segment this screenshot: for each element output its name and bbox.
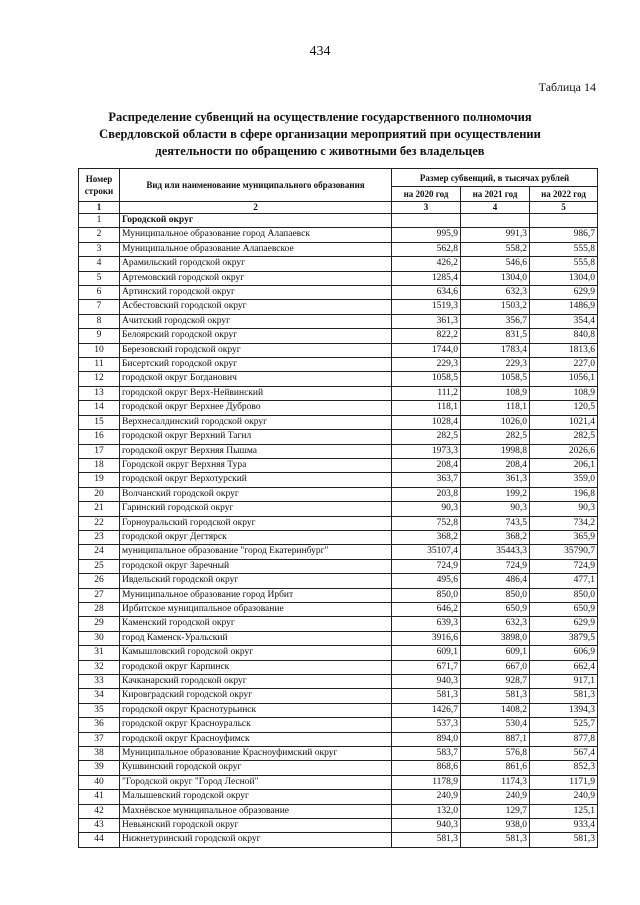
value-2021: 743,5 [461,516,530,530]
row-number: 26 [79,574,120,588]
value-2021: 724,9 [461,559,530,573]
value-2021: 938,0 [461,819,530,833]
value-2022: 1171,9 [530,775,598,789]
table-body [79,214,598,848]
table-row [79,660,598,674]
table-row [79,415,598,429]
value-2022 [530,214,598,228]
table-row [79,401,598,415]
value-2021: 546,6 [461,257,530,271]
municipality-name: Арамильский городской округ [120,257,392,271]
row-number: 40 [79,775,120,789]
municipality-name: Качканарский городской округ [120,675,392,689]
row-number: 32 [79,660,120,674]
value-2020: 581,3 [392,689,461,703]
table-row [79,747,598,761]
value-2022: 877,8 [530,732,598,746]
row-number: 38 [79,747,120,761]
row-number: 44 [79,833,120,847]
value-2021: 632,3 [461,286,530,300]
row-number: 42 [79,804,120,818]
row-number: 3 [79,242,120,256]
value-2021: 530,4 [461,718,530,732]
row-number: 12 [79,372,120,386]
municipality-name: Городской округ Верхняя Тура [120,458,392,472]
value-2021: 1503,2 [461,300,530,314]
table-row [79,257,598,271]
column-number: 4 [461,202,530,214]
value-2020: 90,3 [392,502,461,516]
row-number: 17 [79,444,120,458]
value-2021: 861,6 [461,761,530,775]
value-2020: 634,6 [392,286,461,300]
title-line: Свердловской области в сфере организации мероприятий при осуществлении [99,127,541,141]
row-number: 34 [79,689,120,703]
row-number: 43 [79,819,120,833]
value-2022: 525,7 [530,718,598,732]
value-2021 [461,214,530,228]
value-2020: 940,3 [392,675,461,689]
municipality-name: городской округ Верхняя Пышма [120,444,392,458]
municipality-name: Волчанский городской округ [120,487,392,501]
value-2021: 609,1 [461,646,530,660]
header-year-2020: на 2020 год [392,187,461,202]
municipality-name: Гаринский городской округ [120,502,392,516]
value-2020: 1744,0 [392,343,461,357]
table-row [79,732,598,746]
municipality-name: городской округ Верхнее Дуброво [120,401,392,415]
column-number: 2 [120,202,392,214]
value-2020: 495,6 [392,574,461,588]
value-2022: 986,7 [530,228,598,242]
municipality-name: Кировградский городской округ [120,689,392,703]
table-row [79,458,598,472]
table-row [79,689,598,703]
municipality-name: Ивдельский городской округ [120,574,392,588]
value-2022: 629,9 [530,617,598,631]
row-number: 2 [79,228,120,242]
row-number: 6 [79,286,120,300]
value-2020: 363,7 [392,473,461,487]
document-title [40,109,600,160]
header-row-number: Номер строки [79,169,120,202]
value-2021: 632,3 [461,617,530,631]
value-2020: 537,3 [392,718,461,732]
row-number: 5 [79,271,120,285]
municipality-name: Артемовский городской округ [120,271,392,285]
value-2020: 822,2 [392,329,461,343]
value-2022: 734,2 [530,516,598,530]
municipality-name: городской округ Красноуральск [120,718,392,732]
municipality-name: городской округ Верх-Нейвинский [120,386,392,400]
table-row [79,430,598,444]
municipality-name: Муниципальное образование Красноуфимский округ [120,747,392,761]
municipality-name: городской округ Краснотурьинск [120,703,392,717]
value-2022: 477,1 [530,574,598,588]
value-2022: 282,5 [530,430,598,444]
value-2022: 555,8 [530,242,598,256]
row-number: 22 [79,516,120,530]
value-2021: 850,0 [461,588,530,602]
row-number: 9 [79,329,120,343]
value-2022: 650,9 [530,602,598,616]
municipality-name: Кушвинский городской округ [120,761,392,775]
municipality-name: городской округ Карпинск [120,660,392,674]
value-2021: 576,8 [461,747,530,761]
header-year-2022: на 2022 год [530,187,598,202]
table-row [79,761,598,775]
table-row [79,530,598,544]
table-row [79,444,598,458]
value-2021: 887,1 [461,732,530,746]
row-number: 39 [79,761,120,775]
municipality-name: Городской округ [120,214,392,228]
row-number: 31 [79,646,120,660]
value-2022: 567,4 [530,747,598,761]
value-2022: 1486,9 [530,300,598,314]
group-row [79,214,598,228]
value-2021: 282,5 [461,430,530,444]
table-row [79,372,598,386]
table-row [79,242,598,256]
value-2020 [392,214,461,228]
municipality-name: Муниципальное образование город Алапаевск [120,228,392,242]
row-number: 21 [79,502,120,516]
value-2021: 928,7 [461,675,530,689]
value-2022: 1813,6 [530,343,598,357]
value-2020: 132,0 [392,804,461,818]
column-number: 1 [79,202,120,214]
value-2020: 240,9 [392,790,461,804]
table-row [79,358,598,372]
column-number: 5 [530,202,598,214]
value-2020: 724,9 [392,559,461,573]
table-row [79,775,598,789]
row-number: 15 [79,415,120,429]
value-2022: 206,1 [530,458,598,472]
value-2020: 111,2 [392,386,461,400]
value-2021: 1026,0 [461,415,530,429]
table-row [79,718,598,732]
municipality-name: Горноуральский городской округ [120,516,392,530]
row-number: 13 [79,386,120,400]
municipality-name: Асбестовский городской округ [120,300,392,314]
table-row [79,574,598,588]
row-number: 23 [79,530,120,544]
row-number: 27 [79,588,120,602]
value-2022: 365,9 [530,530,598,544]
value-2022: 724,9 [530,559,598,573]
municipality-name: Нижнетуринский городской округ [120,833,392,847]
value-2020: 671,7 [392,660,461,674]
row-number: 11 [79,358,120,372]
row-number: 10 [79,343,120,357]
subventions-table [78,168,598,848]
row-number: 19 [79,473,120,487]
row-number: 41 [79,790,120,804]
value-2020: 894,0 [392,732,461,746]
page-number: 434 [309,44,331,59]
municipality-name: Каменский городской округ [120,617,392,631]
value-2021: 118,1 [461,401,530,415]
table-row [79,271,598,285]
value-2022: 581,3 [530,689,598,703]
value-2022: 581,3 [530,833,598,847]
municipality-name: Белоярский городской округ [120,329,392,343]
table-row [79,329,598,343]
row-number: 14 [79,401,120,415]
value-2022: 227,0 [530,358,598,372]
municipality-name: Махнёвское муниципальное образование [120,804,392,818]
row-number: 36 [79,718,120,732]
table-row [79,228,598,242]
value-2021: 35443,3 [461,545,530,559]
municipality-name: Муниципальное образование город Ирбит [120,588,392,602]
value-2020: 1973,3 [392,444,461,458]
value-2021: 129,7 [461,804,530,818]
value-2021: 650,9 [461,602,530,616]
municipality-name: городской округ Дегтярск [120,530,392,544]
value-2020: 995,9 [392,228,461,242]
value-2021: 361,3 [461,473,530,487]
table-row [79,286,598,300]
table-row [79,343,598,357]
value-2022: 555,8 [530,257,598,271]
table-row [79,790,598,804]
table-row [79,819,598,833]
row-number: 20 [79,487,120,501]
value-2022: 1056,1 [530,372,598,386]
row-number: 18 [79,458,120,472]
value-2020: 868,6 [392,761,461,775]
value-2021: 3898,0 [461,631,530,645]
row-number: 30 [79,631,120,645]
value-2022: 90,3 [530,502,598,516]
row-number: 7 [79,300,120,314]
value-2022: 120,5 [530,401,598,415]
value-2020: 208,4 [392,458,461,472]
table-row [79,703,598,717]
value-2022: 2026,6 [530,444,598,458]
value-2022: 662,4 [530,660,598,674]
municipality-name: Бисертский городской округ [120,358,392,372]
value-2020: 1426,7 [392,703,461,717]
value-2022: 852,3 [530,761,598,775]
municipality-name: Верхнесалдинский городской округ [120,415,392,429]
value-2022: 3879,5 [530,631,598,645]
table-row [79,631,598,645]
value-2022: 196,8 [530,487,598,501]
row-number: 37 [79,732,120,746]
value-2021: 581,3 [461,689,530,703]
municipality-name: Малышевский городской округ [120,790,392,804]
table-row [79,473,598,487]
value-2020: 562,8 [392,242,461,256]
municipality-name: городской округ Верхний Тагил [120,430,392,444]
value-2022: 359,0 [530,473,598,487]
value-2021: 486,4 [461,574,530,588]
row-number: 1 [79,214,120,228]
value-2020: 1519,3 [392,300,461,314]
value-2022: 1021,4 [530,415,598,429]
value-2021: 831,5 [461,329,530,343]
municipality-name: "Городской округ "Город Лесной" [120,775,392,789]
title-line: деятельности по обращению с животными без владельцев [155,144,485,158]
header-amount: Размер субвенций, в тысячах рублей [392,169,598,187]
table-row [79,559,598,573]
value-2020: 229,3 [392,358,461,372]
value-2021: 1174,3 [461,775,530,789]
table-row [79,833,598,847]
value-2022: 1304,0 [530,271,598,285]
row-number: 8 [79,314,120,328]
value-2020: 35107,4 [392,545,461,559]
value-2022: 35790,7 [530,545,598,559]
row-number: 33 [79,675,120,689]
value-2020: 581,3 [392,833,461,847]
value-2021: 558,2 [461,242,530,256]
value-2021: 1783,4 [461,343,530,357]
value-2022: 606,9 [530,646,598,660]
value-2020: 850,0 [392,588,461,602]
value-2022: 933,4 [530,819,598,833]
row-number: 4 [79,257,120,271]
value-2021: 229,3 [461,358,530,372]
table-row [79,300,598,314]
row-number: 35 [79,703,120,717]
value-2022: 354,4 [530,314,598,328]
value-2022: 125,1 [530,804,598,818]
value-2020: 1058,5 [392,372,461,386]
municipality-name: Камышловский городской округ [120,646,392,660]
value-2020: 1285,4 [392,271,461,285]
value-2021: 1998,8 [461,444,530,458]
value-2021: 90,3 [461,502,530,516]
row-number: 28 [79,602,120,616]
table-row [79,487,598,501]
value-2020: 361,3 [392,314,461,328]
table-row [79,314,598,328]
table-label: Таблица 14 [538,80,596,94]
value-2022: 917,1 [530,675,598,689]
table-row [79,646,598,660]
value-2022: 840,8 [530,329,598,343]
value-2020: 282,5 [392,430,461,444]
value-2020: 583,7 [392,747,461,761]
value-2020: 426,2 [392,257,461,271]
table-row [79,675,598,689]
value-2022: 629,9 [530,286,598,300]
table-row [79,502,598,516]
table-row [79,804,598,818]
value-2021: 199,2 [461,487,530,501]
value-2021: 356,7 [461,314,530,328]
municipality-name: городской округ Заречный [120,559,392,573]
value-2022: 240,9 [530,790,598,804]
row-number: 24 [79,545,120,559]
municipality-name: Ачитский городской округ [120,314,392,328]
header-name: Вид или наименование муниципального образования [120,169,392,202]
value-2022: 1394,3 [530,703,598,717]
value-2020: 118,1 [392,401,461,415]
row-number: 16 [79,430,120,444]
value-2021: 208,4 [461,458,530,472]
value-2021: 368,2 [461,530,530,544]
value-2020: 646,2 [392,602,461,616]
municipality-name: Муниципальное образование Алапаевское [120,242,392,256]
value-2022: 108,9 [530,386,598,400]
value-2021: 581,3 [461,833,530,847]
municipality-name: городской округ Богданович [120,372,392,386]
municipality-name: Березовский городской округ [120,343,392,357]
row-number: 29 [79,617,120,631]
municipality-name: городской округ Красноуфимск [120,732,392,746]
value-2021: 108,9 [461,386,530,400]
municipality-name: городской округ Верхотурский [120,473,392,487]
table-row [79,545,598,559]
municipality-name: Артинский городской округ [120,286,392,300]
table-row [79,516,598,530]
value-2020: 1028,4 [392,415,461,429]
header-year-2021: на 2021 год [461,187,530,202]
value-2020: 639,3 [392,617,461,631]
value-2020: 368,2 [392,530,461,544]
value-2021: 1058,5 [461,372,530,386]
value-2021: 240,9 [461,790,530,804]
column-number: 3 [392,202,461,214]
table-row [79,386,598,400]
value-2020: 609,1 [392,646,461,660]
value-2021: 991,3 [461,228,530,242]
table-row [79,588,598,602]
value-2021: 1408,2 [461,703,530,717]
value-2020: 1178,9 [392,775,461,789]
value-2021: 1304,0 [461,271,530,285]
value-2020: 940,3 [392,819,461,833]
municipality-name: Невьянский городской округ [120,819,392,833]
value-2021: 667,0 [461,660,530,674]
municipality-name: Ирбитское муниципальное образование [120,602,392,616]
title-line: Распределение субвенций на осуществление государственного полномочия [108,110,532,124]
table-row [79,617,598,631]
row-number: 25 [79,559,120,573]
value-2020: 203,8 [392,487,461,501]
municipality-name: муниципальное образование "город Екатеринбург" [120,545,392,559]
table-row [79,602,598,616]
value-2020: 3916,6 [392,631,461,645]
municipality-name: город Каменск-Уральский [120,631,392,645]
value-2022: 850,0 [530,588,598,602]
value-2020: 752,8 [392,516,461,530]
